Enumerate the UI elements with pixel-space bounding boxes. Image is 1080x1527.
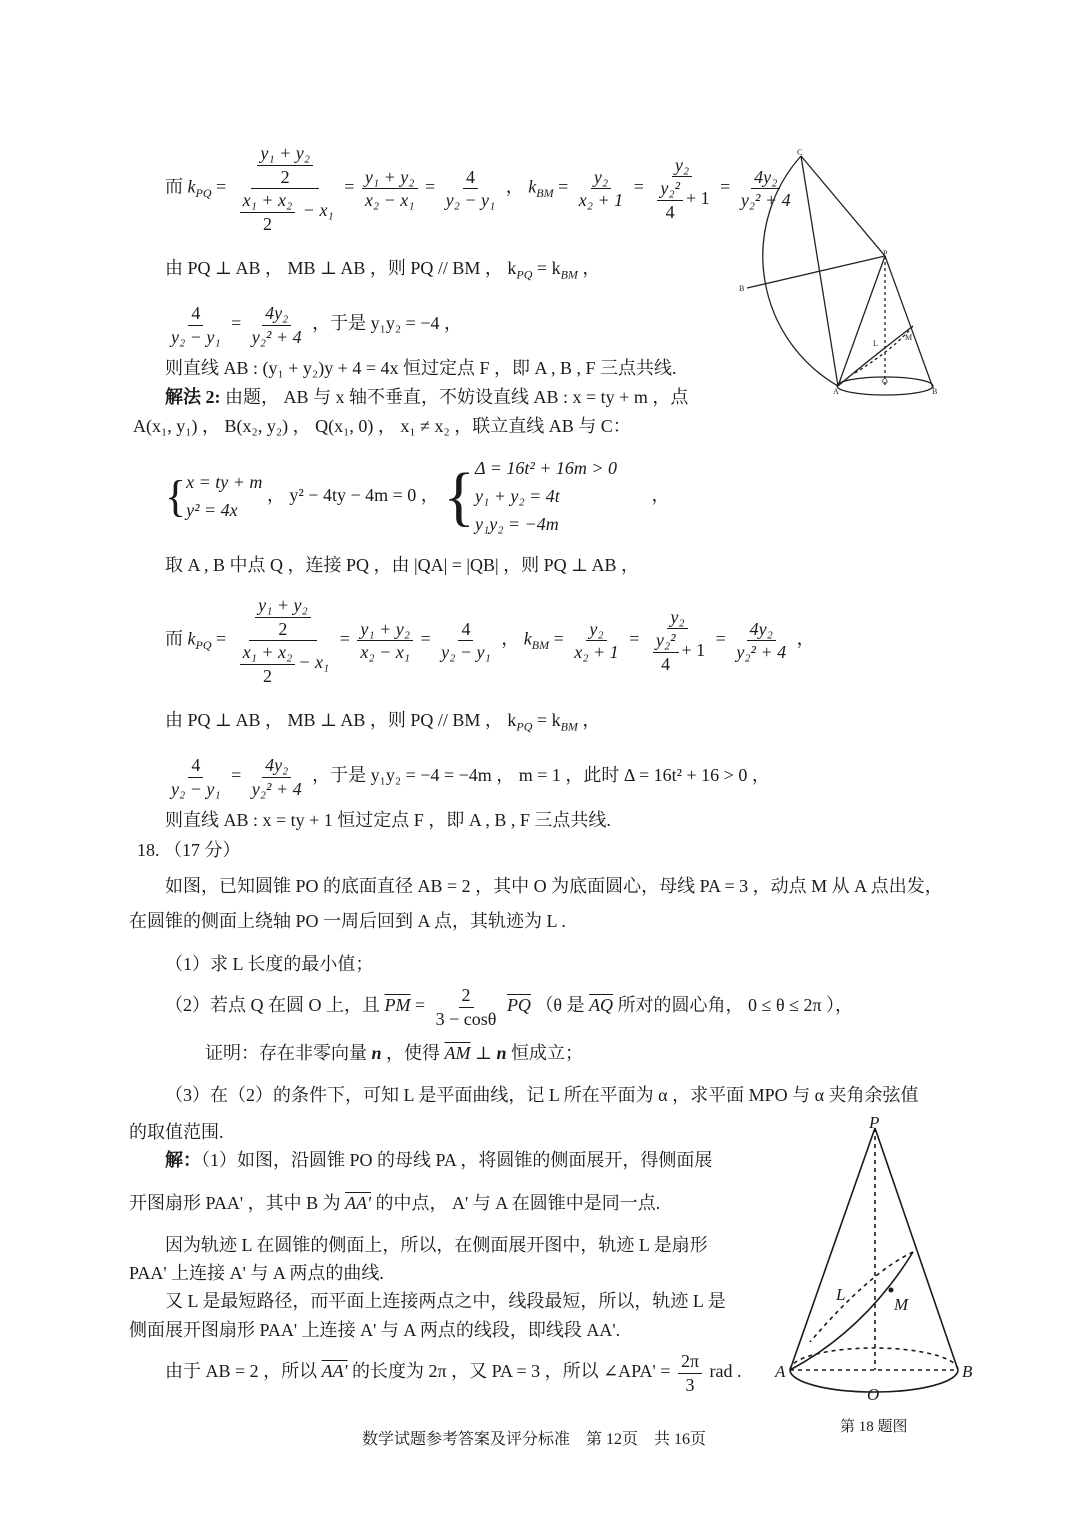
cone-label-b: B	[962, 1362, 973, 1381]
page-footer: 数学试题参考答案及评分标准 第 12页 共 16页	[362, 1431, 707, 1448]
label-p: P	[883, 249, 888, 258]
question-stem-1: 如图，已知圆锥 PO 的底面直径 AB = 2 ，其中 O 为底面圆心，母线 PA = 3 ，动点 M 从 A 点出发，	[165, 876, 943, 896]
sector-arc	[763, 156, 838, 386]
question-part-3: （3）在（2）的条件下，可知 L 是平面曲线，记 L 所在平面为 α ，求平面 MPO 与 α 夹角余弦值	[165, 1085, 919, 1105]
solution2-intro: 解法 2: 由题， AB 与 x 轴不垂直，不妨设直线 AB : x = ty + m ，点	[165, 387, 689, 407]
question-number: 18. （17 分）	[137, 840, 241, 860]
cone-label-m: M	[894, 1295, 909, 1314]
solution-line-1: 解：（1）如图，沿圆锥 PO 的母线 PA ，将圆锥的侧面展开，得侧面展	[165, 1150, 713, 1170]
conclusion-2: 则直线 AB : x = ty + 1 恒过定点 F ，即 A , B , F 三点共线.	[165, 810, 611, 830]
cone-generator-right	[885, 256, 933, 388]
sector-edge-top	[801, 156, 885, 256]
cone-label-p: P	[869, 1113, 880, 1132]
solution-line-5: 又 L 是最短路径，而平面上连接两点之中，线段最短，所以，轨迹 L 是	[165, 1291, 726, 1311]
solution-line-7: 由于 AB = 2 ，所以 AA' 的长度为 2π ，又 PA = 3 ，所以 ∠APA' = $\frac{2\pi}{3}$ rad .	[165, 1351, 742, 1395]
label-b: B	[739, 284, 745, 293]
cone-figure	[770, 1112, 980, 1412]
solution-line-4: PAA' 上连接 A' 与 A 两点的曲线.	[129, 1263, 384, 1283]
kpq-equation-1: 而 $k_{PQ}$ = $\frac{\text{y₁ + y₂}}{2}$ $\frac{\text{x₁ + x₂}}{2}$ − x₁ = $\frac{\text{y₁ + y₂}}{\text{x₂ − x₁}}$ = $\frac{4}{\text{y₂ − y₁}}$ ， $k_{BM}$ = $\frac{\text{y₂}}{\text{x₂ + 1}}$ = y₂ $\frac{\text{y₂²}}{4}$ + 1 = $\frac{\text{4y₂}}{\text{y₂² + 4}}$	[165, 143, 791, 234]
figure-caption: 第 18 题图	[840, 1419, 908, 1435]
perp-line-1: 由 PQ ⊥ AB ， MB ⊥ AB ，则 PQ // BM ， $k_{PQ} = k_{BM}$ ，	[165, 258, 601, 282]
kbm-nested-fraction: y₂ $\frac{\text{y₂²}}{4}$ + 1	[651, 154, 712, 224]
product-equation-2: $\frac{4}{\text{y₂ − y₁}}$ = $\frac{\text{4y₂}}{\text{y₂² + 4}}$ ，于是 y₁y₂ = −4 = −4m ， m = 1 ，此时 Δ = 16t² + 16 > 0 ，	[171, 755, 770, 799]
label-m: M	[905, 333, 913, 342]
cone-base-back	[790, 1348, 958, 1370]
cone-label-o: O	[867, 1385, 880, 1404]
system-equations: { x = ty + m y² = 4x ， y² − 4ty − 4m = 0 ， { Δ = 16t² + 16m > 0 y₁ + y₂ = 4t y₁y₂ = −4m ，	[165, 458, 670, 534]
cone-line-pa	[790, 1128, 875, 1370]
cone-line-pb	[875, 1128, 958, 1370]
label-l: L	[873, 339, 878, 348]
solution-line-6: 侧面展开图扇形 PAA' 上连接 A' 与 A 两点的线段，即线段 AA'.	[129, 1320, 621, 1340]
kpq-main-fraction: $\frac{\text{y₁ + y₂}}{2}$ $\frac{\text{x₁ + x₂}}{2}$ − x₁	[234, 142, 337, 235]
product-equation-1: $\frac{4}{\text{y₂ − y₁}}$ = $\frac{\text{4y₂}}{\text{y₂² + 4}}$ ，于是 y₁y₂ = −4 ，	[171, 303, 462, 347]
conclusion-1: 则直线 AB : (y₁ + y₂)y + 4 = 4x 恒过定点 F ，即 A , B , F 三点共线.	[165, 358, 677, 378]
cone-label-a: A	[775, 1362, 786, 1381]
question-part-2-proof: 证明：存在非零向量 n ，使得 $\overline{AM}$ ⊥ n 恒成立；	[205, 1043, 583, 1063]
question-stem-2: 在圆锥的侧面上绕轴 PO 一周后回到 A 点，其轨迹为 L .	[129, 911, 566, 931]
unfolded-cone-figure	[735, 148, 945, 403]
point-m	[889, 1288, 894, 1293]
solution-line-3: 因为轨迹 L 在圆锥的侧面上，所以，在侧面展开图中，轨迹 L 是扇形	[165, 1235, 708, 1255]
label-c: C	[797, 148, 803, 157]
midpoint-line: 取 A , B 中点 Q ，连接 PQ ，由 |QA| = |QB| ，则 PQ ⊥ AB ，	[165, 555, 640, 575]
question-part-2: （2）若点 Q 在圆 O 上，且 $\overline{PM}$ = $\frac{2}{3 - \cos\theta}$ $\overline{PQ}$ （θ 是 $\overline{AQ}$ 所对的圆心角， 0 ≤ θ ≤ 2π ），	[165, 985, 854, 1029]
solution2-intro-2: A(x₁, y₁) ， B(x₂, y₂) ， Q(x₁, 0) ， x₁ ≠ x₂ ，联立直线 AB 与 C：	[133, 416, 631, 436]
perp-line-2: 由 PQ ⊥ AB ， MB ⊥ AB ，则 PQ // BM ， $k_{PQ} = k_{BM}$ ，	[165, 710, 601, 734]
label-b-base: B	[932, 387, 938, 396]
label-a: A	[833, 387, 839, 396]
cone-label-l: L	[836, 1285, 846, 1304]
label-o: O	[882, 377, 888, 386]
kpq-equation-2: 而 $k_{PQ}$ = $\frac{\text{y₁ + y₂}}{2}$ $\frac{\text{x₁ + x₂}}{2}$ − x₁ = $\frac{\text{y₁ + y₂}}{\text{x₂ − x₁}}$ = $\frac{4}{\text{y₂ − y₁}}$ ， $k_{BM}$ = $\frac{\text{y₂}}{\text{x₂ + 1}}$ = y₂ $\frac{\text{y₂²}}{4}$ + 1 = $\frac{\text{4y₂}}{\text{y₂² + 4}}$ ，	[165, 595, 815, 686]
question-part-1: （1）求 L 长度的最小值；	[165, 954, 374, 974]
sector-radius-b	[747, 256, 885, 288]
solution-line-2: 开图扇形 PAA' ，其中 B 为 AA' 的中点， A' 与 A 在圆锥中是同一点.	[129, 1193, 661, 1213]
question-part-3-cont: 的取值范围.	[129, 1122, 224, 1142]
